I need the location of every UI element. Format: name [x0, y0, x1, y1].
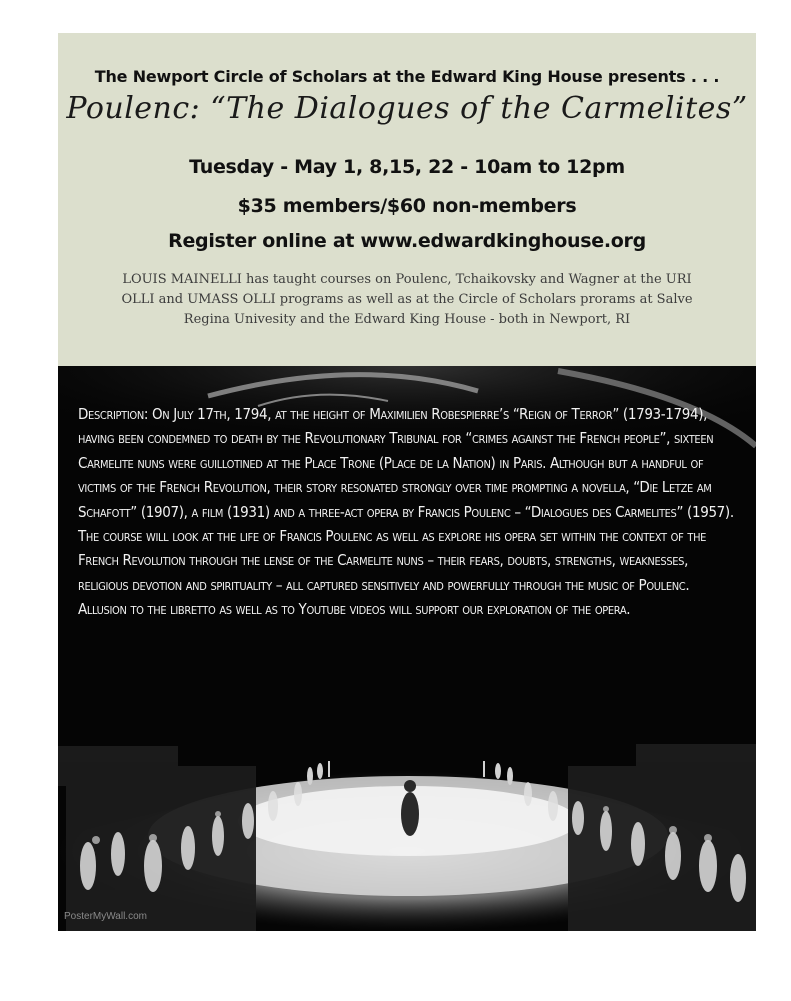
instructor-bio: LOUIS MAINELLI has taught courses on Poulenc, Tchaikovsky and Wagner at the URI OLLI and UMASS OLLI programs as well as at the Circle of Scholars prorams at Salve Regina Univesity and the Edward King House - both in Newport, RI [121, 272, 693, 327]
registration-line: Register online at www.edwardkinghouse.org [168, 230, 646, 252]
flyer [58, 33, 756, 931]
event-price: $35 members/$60 non-members [237, 195, 577, 217]
event-dates: Tuesday - May 1, 8,15, 22 - 10am to 12pm [189, 156, 625, 178]
header-panel [58, 33, 756, 366]
presenter-line: The Newport Circle of Scholars at the Edward King House presents . . . [94, 67, 720, 86]
event-title: Poulenc: “The Dialogues of the Carmelites” [66, 91, 748, 126]
opera-stage-photo [58, 366, 756, 931]
course-description: Description: On July 17th, 1794, at the height of Maximilien Robespierre’s “Reign of Terror” (1793-1794), having been condemned to death by the Revolutionary Tribunal for “crimes against the French people”, sixteen Carmelite nuns were guillotined at the Place Trone (Place de la Nation) in Paris. Although but a handful of victims of the French Revolution, their story resonated strongly over time prompting a novella, “Die Letze am Schafott” (1907), a film (1931) and a three-act opera by Francis Poulenc – “Dialogues des Carmelites” (1957). The course will look at the life of Francis Poulenc as well as explore his opera set within the context of the French Revolution through the lense of the Carmelite nuns – their fears, doubts, strengths, weaknesses, religious devotion and spirituality – all captured sensitively and powerfully through the music of Poulenc. Allusion to the libretto as well as to Youtube videos will support our exploration of the opera. [78, 405, 734, 619]
watermark-text: PosterMyWall.com [64, 911, 147, 922]
